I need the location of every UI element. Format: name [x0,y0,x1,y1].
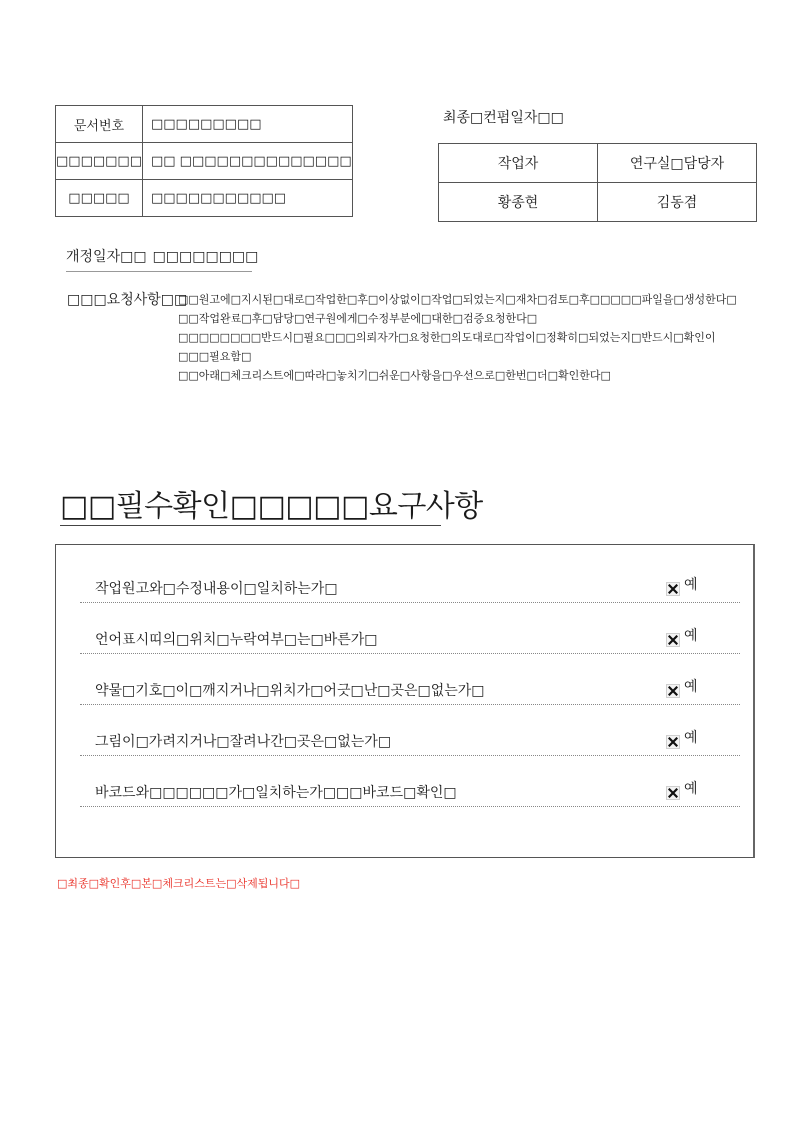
revision-date-value: □□□□□□□□ [152,249,259,265]
checklist-answer [666,782,698,800]
request-note-line: □□아래□체크리스트에□따라□놓치기□쉬운□사항을□우선으로□한번□더□확인한다□ [178,369,611,382]
checklist-box [55,544,755,858]
checklist-answer [666,629,698,647]
x-mark-icon [668,788,678,798]
worker-name: 황종현 [439,183,598,222]
x-mark-icon [668,686,678,696]
doc-info-row [56,106,353,143]
doc-info-row [56,143,353,180]
checklist-answer [666,578,698,596]
revision-date-label: 개정일자□□ [66,249,147,265]
document-info-table [55,105,353,217]
checklist-item [80,654,740,705]
section-title: □□필수확인□□□□□요구사항 [60,489,483,524]
doc-info-value: □□□□□□□□□□□ [142,180,352,217]
answer-yes-label: 예 [684,730,698,746]
request-note-line: □□원고에□지시된□대로□작업한□후□이상없이□작업□되었는지□재차□검토□후□□□□□파일을□생성한다□ [178,293,737,306]
request-label: □□□요청사항□□ [67,292,188,308]
checklist-question: 언어표시띠의□위치□누락여부□는□바른가□ [95,632,378,648]
doc-info-value: □□ □□□□□□□□□□□□□□ [142,143,352,180]
sign-off-table [438,143,757,222]
checklist-question: 바코드와□□□□□□가□일치하는가□□□바코드□확인□ [95,785,457,801]
checkbox-checked[interactable] [666,684,680,698]
doc-info-label: □□□□□ [56,180,143,217]
checklist-question: 약물□기호□이□깨지거나□위치가□어긋□난□곳은□없는가□ [95,683,485,699]
revision-date [66,246,258,266]
answer-yes-label: 예 [684,628,698,644]
lab-manager-header: 연구실□담당자 [598,144,757,183]
checkbox-checked[interactable] [666,633,680,647]
x-mark-icon [668,737,678,747]
checklist-item [80,552,740,603]
doc-number-value: □□□□□□□□□ [142,106,352,143]
worker-header: 작업자 [439,144,598,183]
doc-number-label: 문서번호 [56,106,143,143]
checklist-item [80,603,740,654]
checkbox-checked[interactable] [666,582,680,596]
x-mark-icon [668,635,678,645]
request-note-line: □□□필요함□ [178,350,252,363]
doc-info-label: □□□□□□□ [56,143,143,180]
lab-manager-name: 김동겸 [598,183,757,222]
request-notes [178,290,737,385]
checklist-answer [666,680,698,698]
sign-off-header-row [439,144,757,183]
checkbox-checked[interactable] [666,735,680,749]
checklist-question: 작업원고와□수정내용이□일치하는가□ [95,581,338,597]
checklist-item [80,705,740,756]
final-confirm-date-label: 최종□컨펌일자□□ [443,110,564,126]
section-underline [60,525,441,526]
checkbox-checked[interactable] [666,786,680,800]
answer-yes-label: 예 [684,781,698,797]
sign-off-name-row [439,183,757,222]
request-note-line: □□작업완료□후□담당□연구원에게□수정부분에□대한□검증요청한다□ [178,312,538,325]
checklist-question: 그림이□가려지거나□잘려나간□곳은□없는가□ [95,734,392,750]
checklist-answer [666,731,698,749]
x-mark-icon [668,584,678,594]
deletion-warning-note: □최종□확인후□본□체크리스트는□삭제됩니다□ [57,877,300,890]
doc-info-row [56,180,353,217]
checklist-item [80,756,740,807]
answer-yes-label: 예 [684,577,698,593]
answer-yes-label: 예 [684,679,698,695]
request-note-line: □□□□□□□□반드시□필요□□□의뢰자가□요청한□의도대로□작업이□정확히□되었는지□반드시□확인이 [178,331,716,344]
revision-underline [66,271,252,272]
